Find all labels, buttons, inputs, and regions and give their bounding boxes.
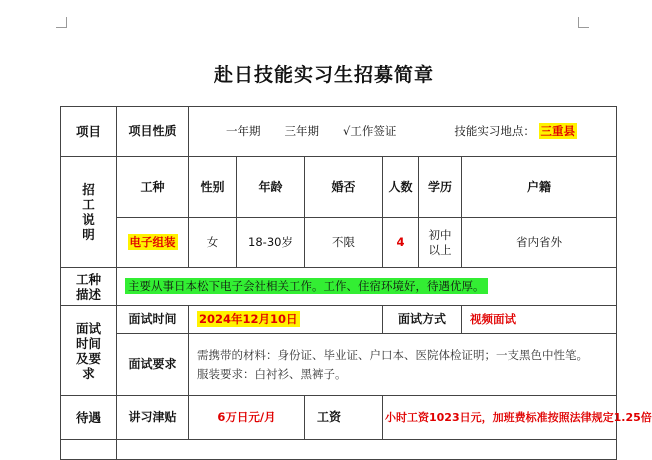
location-label: 技能实习地点：: [454, 124, 535, 138]
recruit-value-row: [61, 218, 617, 268]
description-text: 主要从事日本松下电子会社相关工作。工作、住宿环境好，待遇优厚。: [125, 278, 488, 294]
crop-mark-top-left: [56, 17, 67, 28]
interview-req-line-1: 需携带的材料：身份证、毕业证、户口本、医院体检证明；一支黑色中性笔。: [197, 347, 588, 362]
wage-value: 小时工资1023日元，加班费标准按照法律规定1.25倍: [383, 396, 617, 440]
job-value-cell: [117, 218, 189, 268]
interview-side-label-cell: [61, 306, 117, 396]
count-value: 4: [383, 218, 419, 268]
option-one-year: 一年期: [226, 124, 261, 138]
project-label: 项目: [61, 107, 117, 157]
next-row-cell-1: [61, 440, 117, 460]
interview-time-row: [61, 306, 617, 334]
document-title: 赴日技能实习生招募简章: [213, 64, 434, 86]
col-education-header: 学历: [419, 157, 462, 218]
interview-method-label: 面试方式: [383, 306, 462, 334]
location-value: 三重县: [540, 124, 575, 138]
education-value: 初中以上: [428, 227, 452, 257]
recruit-header-row: [61, 157, 617, 218]
project-row: [61, 107, 617, 157]
interview-req-cell: [189, 334, 617, 396]
next-row-cell-2: [117, 440, 617, 460]
wage-label: 工资: [305, 396, 383, 440]
col-job-header: 工种: [117, 157, 189, 218]
project-nature-label: 项目性质: [117, 107, 189, 157]
col-marital-header: 婚否: [305, 157, 383, 218]
gender-value: 女: [189, 218, 237, 268]
job-value: 电子组装: [129, 235, 176, 249]
subsidy-value: 6万日元/月: [189, 396, 305, 440]
crop-mark-top-right: [578, 17, 589, 28]
age-value: 18-30岁: [237, 218, 305, 268]
option-work-visa: √工作签证: [343, 124, 397, 138]
interview-method-value: 视频面试: [462, 306, 617, 334]
marital-value: 不限: [305, 218, 383, 268]
col-age-header: 年龄: [237, 157, 305, 218]
description-label-cell: [61, 268, 117, 306]
pay-label: 待遇: [61, 396, 117, 440]
col-gender-header: 性别: [189, 157, 237, 218]
interview-req-line-2: 服装要求：白衬衫、黑裤子。: [197, 366, 347, 381]
interview-time-value: 2024年12月10日: [199, 312, 298, 326]
option-three-year: 三年期: [284, 124, 319, 138]
project-details-cell: [189, 107, 617, 157]
next-row-partial: [61, 440, 617, 460]
subsidy-label: 讲习津贴: [117, 396, 189, 440]
col-hukou-header: 户籍: [462, 157, 617, 218]
recruitment-form-table: [60, 106, 652, 460]
description-label: 工种描述: [75, 271, 101, 302]
interview-time-label: 面试时间: [117, 306, 189, 334]
interview-req-row: [61, 334, 617, 396]
interview-time-cell: [189, 306, 383, 334]
description-text-cell: [117, 268, 617, 306]
pay-row: [61, 396, 617, 440]
interview-side-label: 面试时间及要求: [75, 320, 101, 381]
interview-req-label: 面试要求: [117, 334, 189, 396]
description-row: [61, 268, 617, 306]
hukou-value: 省内省外: [462, 218, 617, 268]
education-value-cell: [419, 218, 462, 268]
recruit-side-label: 招工说明: [61, 157, 117, 268]
col-count-header: 人数: [383, 157, 419, 218]
